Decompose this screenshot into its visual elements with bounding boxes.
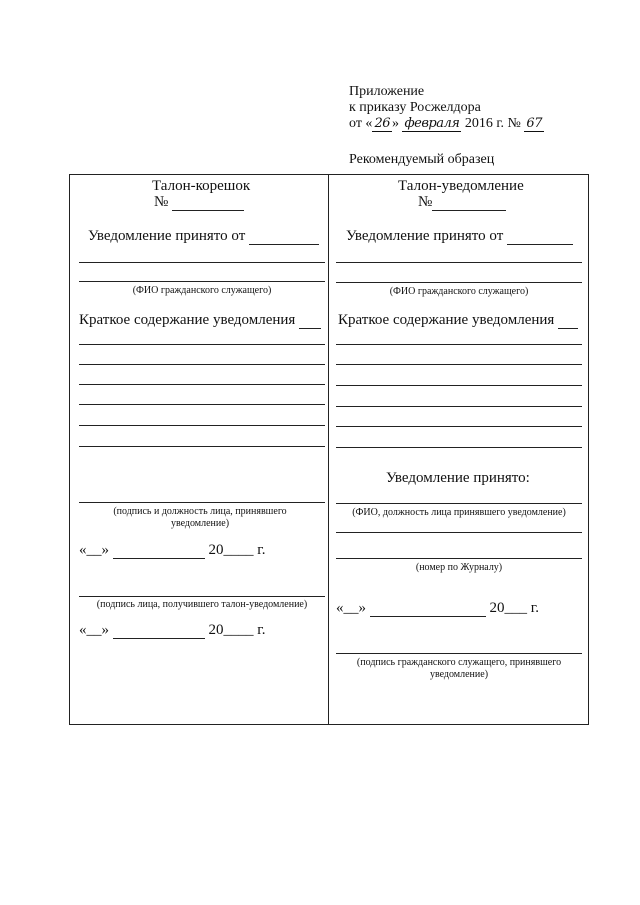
notice-title: Талон-уведомление bbox=[398, 178, 524, 194]
stub-number-field[interactable] bbox=[172, 196, 244, 211]
stub-fio-line-1[interactable] bbox=[79, 262, 325, 263]
notice-date bbox=[336, 600, 539, 617]
notice-summary-label: Краткое содержание уведомления bbox=[338, 312, 555, 328]
header-line-date bbox=[349, 116, 544, 132]
header-line-order: к приказу Росжелдора bbox=[349, 100, 481, 115]
handwritten-month: февраля bbox=[404, 116, 460, 131]
stub-accepted-from bbox=[88, 228, 319, 245]
stub-date-1-day[interactable]: «__» bbox=[79, 542, 109, 558]
stub-summary-field[interactable] bbox=[299, 314, 321, 329]
notice-extra-line[interactable] bbox=[336, 532, 582, 533]
stub-summary bbox=[79, 312, 321, 329]
stub-summary-line[interactable] bbox=[79, 344, 325, 345]
stub-number bbox=[154, 194, 244, 211]
notice-journal-line[interactable] bbox=[336, 558, 582, 559]
notice-signature-caption: (подпись гражданского служащего, принявшего уведомление) bbox=[356, 657, 562, 680]
notice-summary-line[interactable] bbox=[336, 344, 582, 345]
stub-signature-caption: (подпись и должность лица, принявшего уведомление) bbox=[113, 506, 287, 529]
date-prefix: от « bbox=[349, 116, 373, 131]
notice-journal-caption: (номер по Журналу) bbox=[415, 562, 503, 573]
notice-date-year[interactable]: 20___ г. bbox=[489, 600, 539, 616]
stub-summary-line[interactable] bbox=[79, 404, 325, 405]
notice-accepted-from bbox=[346, 228, 573, 245]
notice-summary-line[interactable] bbox=[336, 385, 582, 386]
stub-receiver-caption: (подпись лица, получившего талон-уведомление) bbox=[96, 599, 308, 610]
stub-accepted-from-label: Уведомление принято от bbox=[88, 228, 246, 244]
stub-date-2 bbox=[79, 622, 265, 639]
notice-fio-line-1[interactable] bbox=[336, 262, 582, 263]
stub-receiver-line[interactable] bbox=[79, 596, 325, 597]
notice-summary-field[interactable] bbox=[558, 314, 578, 329]
notice-accepted-from-label: Уведомление принято от bbox=[346, 228, 504, 244]
notice-fio-line-2[interactable] bbox=[336, 282, 582, 283]
stub-title: Талон-корешок bbox=[152, 178, 251, 194]
date-suffix: 2016 г. № bbox=[464, 116, 521, 131]
header-line-appendix: Приложение bbox=[349, 84, 425, 99]
approval-header bbox=[349, 84, 544, 132]
stub-date-1-month-field[interactable] bbox=[113, 544, 205, 559]
stub-date-1 bbox=[79, 542, 265, 559]
date-mid: » bbox=[391, 116, 399, 131]
notice-number-label: № bbox=[418, 194, 433, 210]
stub-summary-line[interactable] bbox=[79, 364, 325, 365]
handwritten-number: 67 bbox=[526, 116, 542, 131]
notice-fio-position-caption: (ФИО, должность лица принявшего уведомление) bbox=[352, 507, 566, 518]
stub-summary-line[interactable] bbox=[79, 425, 325, 426]
form-frame bbox=[69, 174, 589, 725]
stub-fio-caption: (ФИО гражданского служащего) bbox=[132, 285, 272, 296]
notice-signature-line[interactable] bbox=[336, 653, 582, 654]
notice-summary-line[interactable] bbox=[336, 364, 582, 365]
stub-summary-line[interactable] bbox=[79, 446, 325, 447]
stub-summary-line[interactable] bbox=[79, 384, 325, 385]
notice-summary-line[interactable] bbox=[336, 447, 582, 448]
notice-fio-position-line[interactable] bbox=[336, 503, 582, 504]
notice-accepted-from-field[interactable] bbox=[507, 230, 573, 245]
stub-date-2-month-field[interactable] bbox=[113, 624, 205, 639]
column-divider bbox=[328, 174, 329, 725]
notice-summary-line[interactable] bbox=[336, 426, 582, 427]
notice-summary bbox=[338, 312, 578, 329]
notice-number-field[interactable] bbox=[432, 196, 506, 211]
stub-number-label: № bbox=[154, 194, 169, 210]
notice-accepted-label: Уведомление принято: bbox=[386, 470, 530, 486]
notice-fio-caption: (ФИО гражданского служащего) bbox=[389, 286, 529, 297]
notice-date-day[interactable]: «__» bbox=[336, 600, 366, 616]
stub-summary-label: Краткое содержание уведомления bbox=[79, 312, 296, 328]
sample-label: Рекомендуемый образец bbox=[349, 152, 495, 167]
stub-signature-line[interactable] bbox=[79, 502, 325, 503]
stub-date-2-day[interactable]: «__» bbox=[79, 622, 109, 638]
stub-accepted-from-field[interactable] bbox=[249, 230, 319, 245]
stub-fio-line-2[interactable] bbox=[79, 281, 325, 282]
handwritten-day: 26 bbox=[374, 116, 390, 131]
stub-date-1-year[interactable]: 20____ г. bbox=[208, 542, 266, 558]
stub-date-2-year[interactable]: 20____ г. bbox=[208, 622, 266, 638]
notice-number bbox=[418, 194, 506, 211]
notice-summary-line[interactable] bbox=[336, 406, 582, 407]
notice-date-month-field[interactable] bbox=[370, 602, 486, 617]
